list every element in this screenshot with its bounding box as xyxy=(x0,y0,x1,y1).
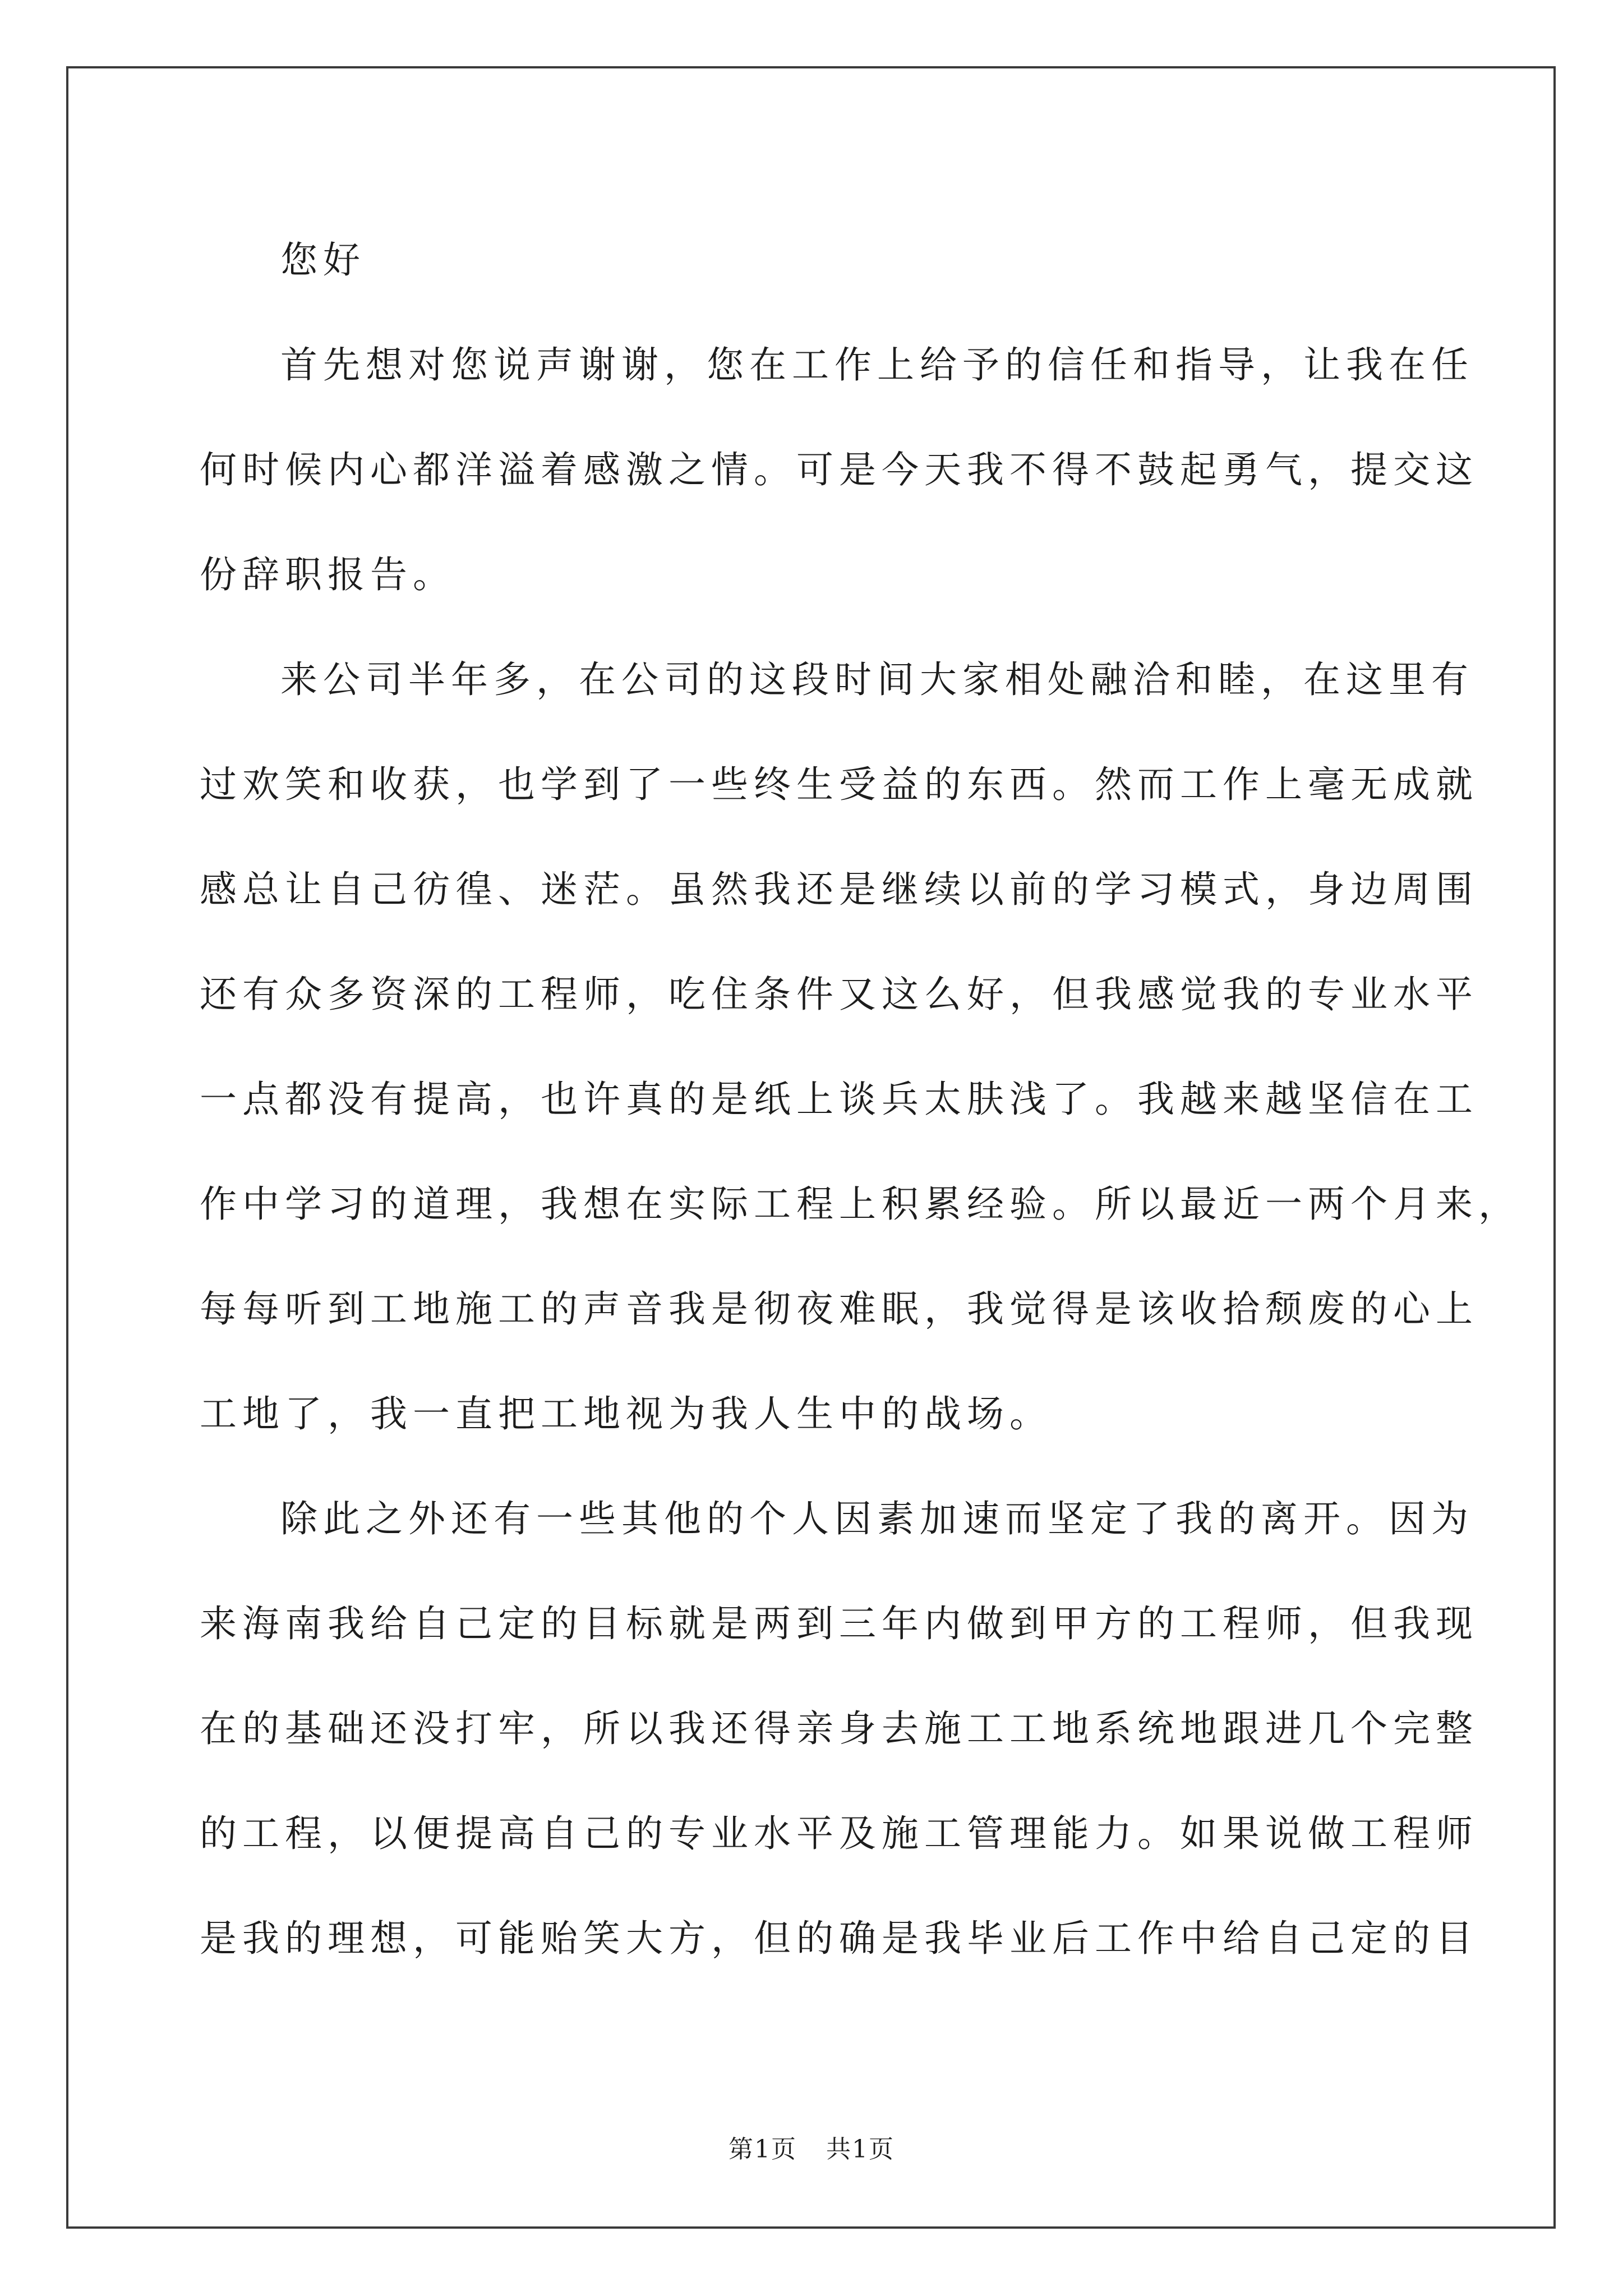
text-line: 份辞职报告。 xyxy=(200,553,455,596)
text-line: 在的基础还没打牢，所以我还得亲身去施工工地系统地跟进几个完整 xyxy=(200,1707,1478,1750)
text-line: 来海南我给自己定的目标就是两到三年内做到甲方的工程师，但我现 xyxy=(200,1602,1478,1645)
text-line: 作中学习的道理，我想在实际工程上积累经验。所以最近一两个月来， xyxy=(200,1182,1521,1226)
text-line: 是我的理想，可能贻笑大方，但的确是我毕业后工作中给自己定的目 xyxy=(200,1917,1478,1960)
text-line: 来公司半年多，在公司的这段时间大家相处融洽和睦，在这里有 xyxy=(280,658,1474,701)
text-line: 首先想对您说声谢谢，您在工作上给予的信任和指导，让我在任 xyxy=(280,343,1474,386)
text-line: 何时候内心都洋溢着感激之情。可是今天我不得不鼓起勇气，提交这 xyxy=(200,448,1478,491)
text-line: 除此之外还有一些其他的个人因素加速而坚定了我的离开。因为 xyxy=(280,1497,1474,1540)
page-number-total: 共1页 xyxy=(826,2135,895,2164)
text-line: 过欢笑和收获，也学到了一些终生受益的东西。然而工作上毫无成就 xyxy=(200,763,1478,806)
text-line: 一点都没有提高，也许真的是纸上谈兵太肤浅了。我越来越坚信在工 xyxy=(200,1078,1478,1121)
page-footer xyxy=(0,2129,1623,2165)
page-number-current: 第1页 xyxy=(728,2135,797,2164)
text-line: 感总让自己彷徨、迷茫。虽然我还是继续以前的学习模式，身边周围 xyxy=(200,868,1478,911)
text-line: 还有众多资深的工程师，吃住条件又这么好，但我感觉我的专业水平 xyxy=(200,973,1478,1016)
text-line: 的工程，以便提高自己的专业水平及施工管理能力。如果说做工程师 xyxy=(200,1812,1478,1855)
text-line: 每每听到工地施工的声音我是彻夜难眠，我觉得是该收拾颓废的心上 xyxy=(200,1287,1478,1331)
text-line: 工地了，我一直把工地视为我人生中的战场。 xyxy=(200,1392,1052,1435)
letter-body xyxy=(200,208,1521,1991)
greeting: 您好 xyxy=(280,238,366,282)
